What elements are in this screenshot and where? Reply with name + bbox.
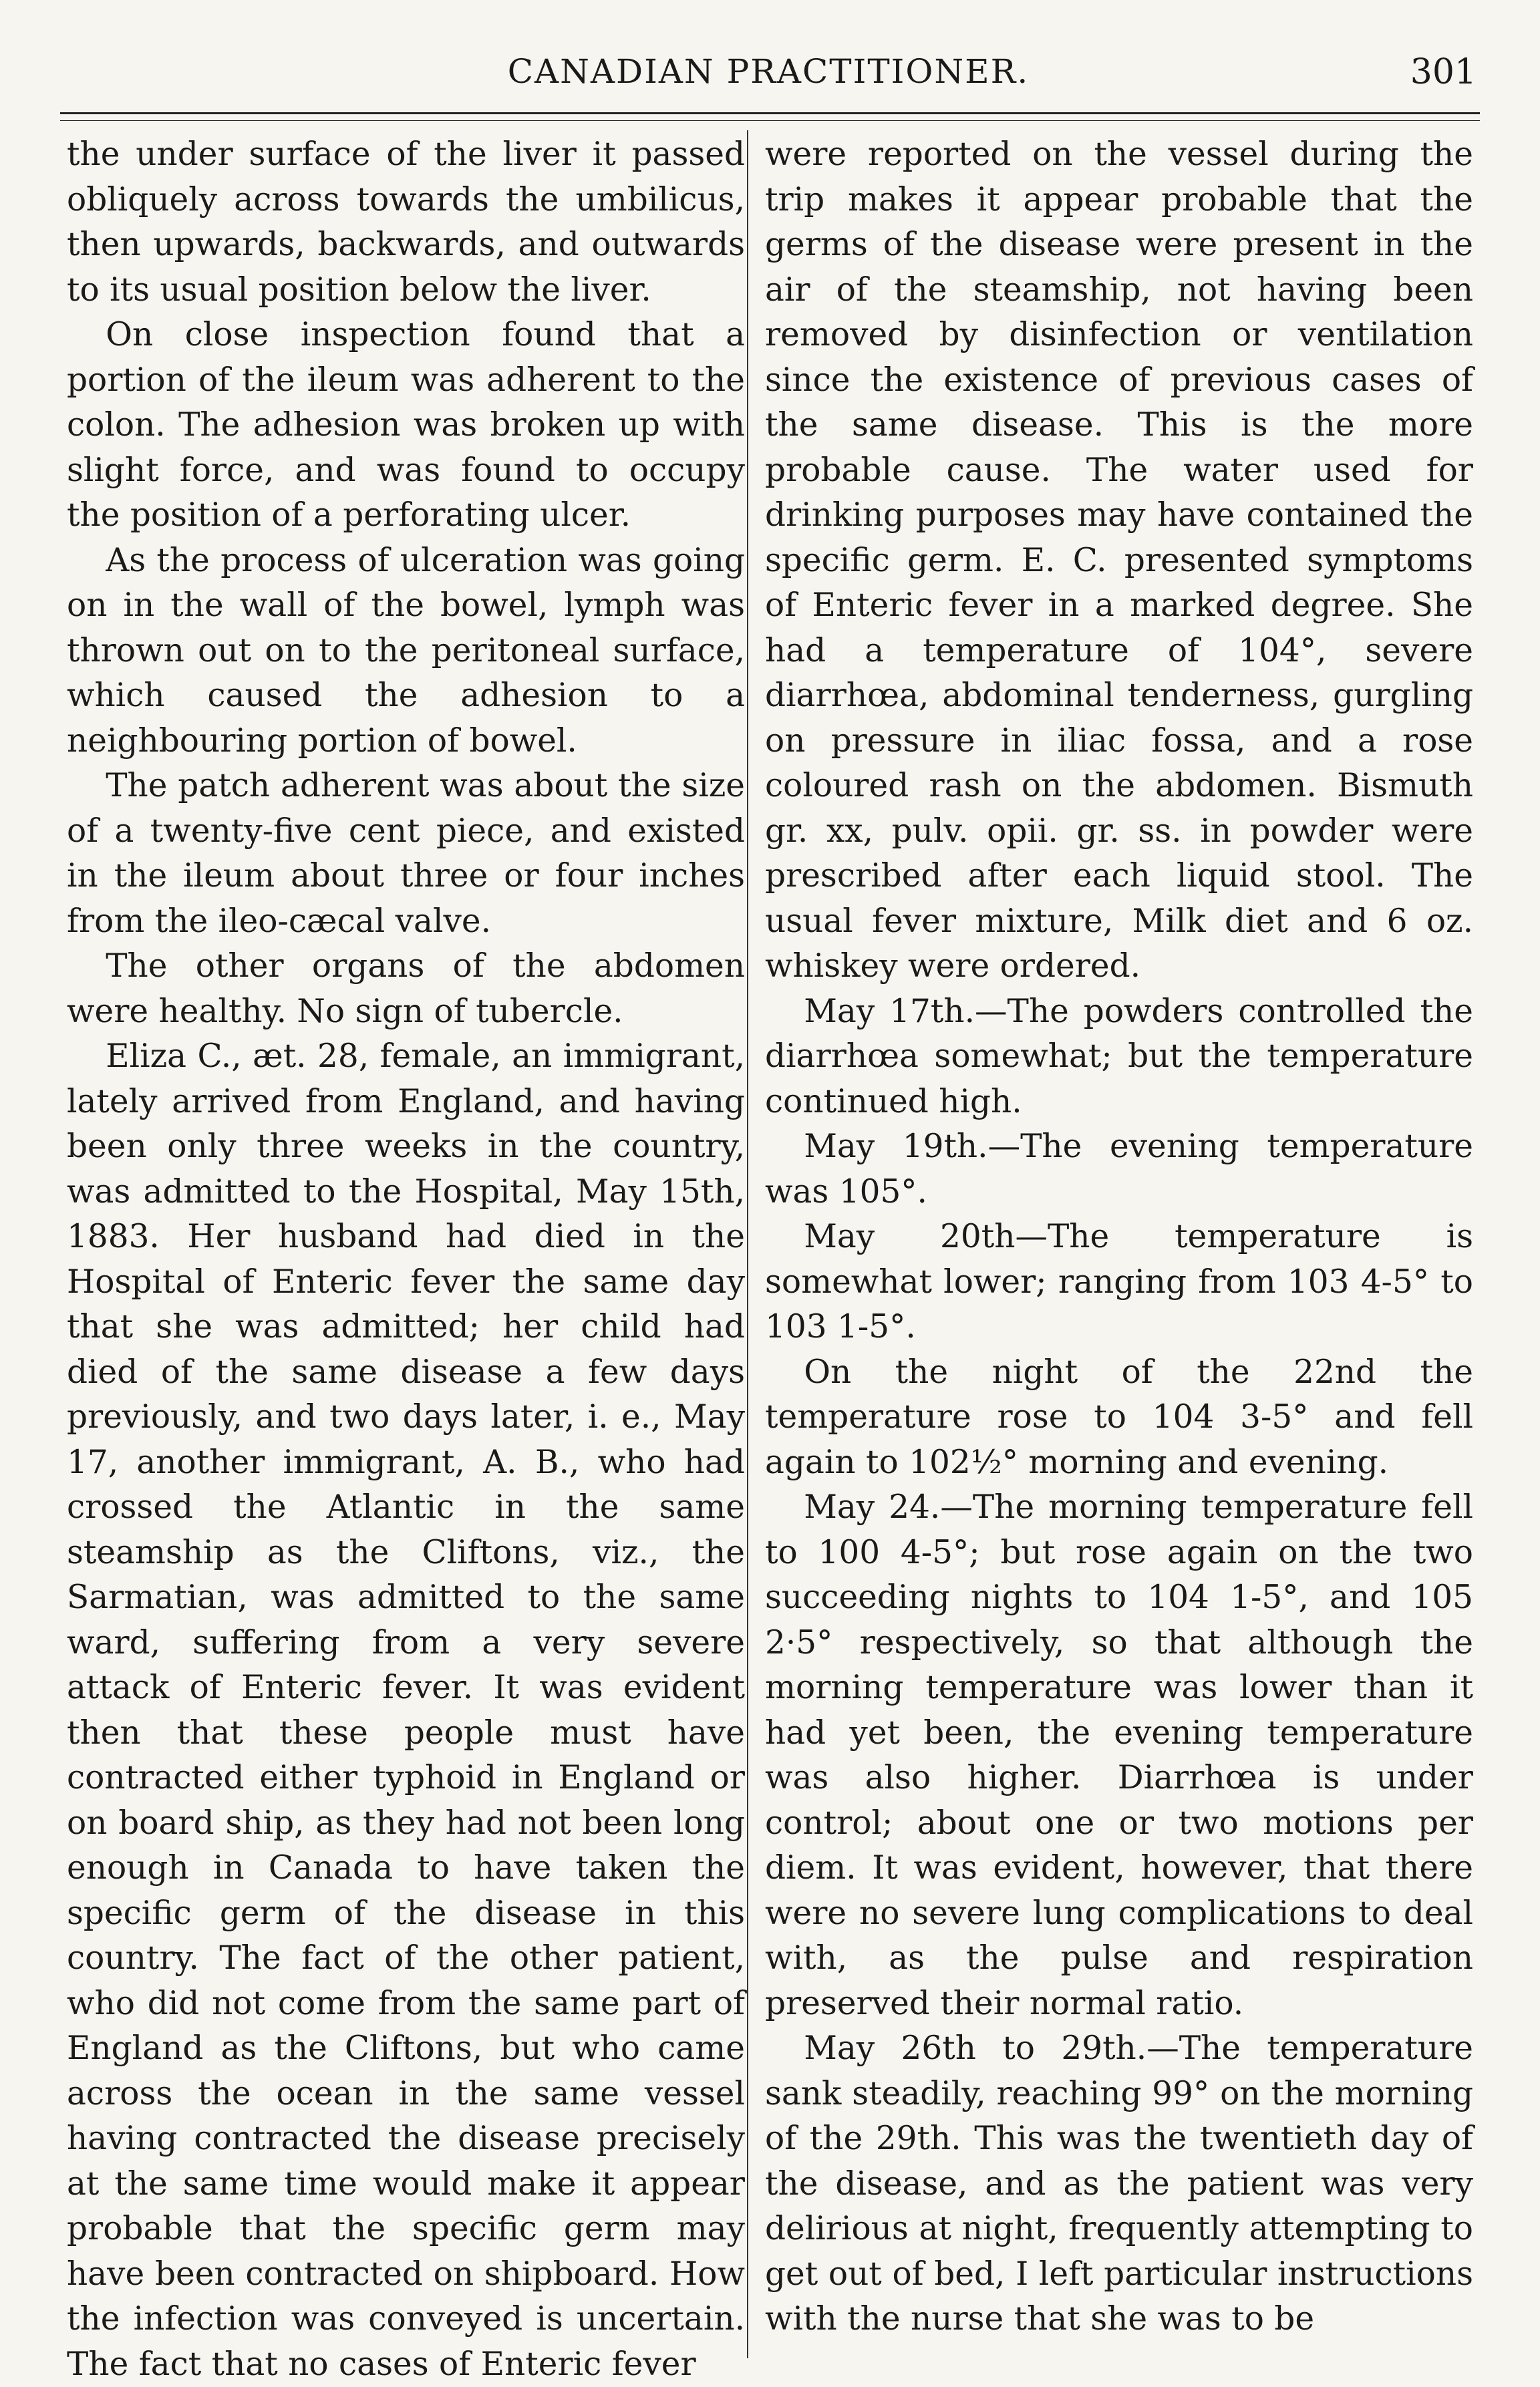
header-rule-thick (60, 112, 1480, 114)
paragraph: The other organs of the abdomen were healthy. No sign of tubercle. (67, 947, 745, 1030)
paragraph: May 20th—The temperature is somewhat lower; ranging from 103 4-5° to 103 1-5°. (765, 1218, 1473, 1345)
paragraph: were reported on the vessel during the trip makes it appear probable that the germs of the disease were present in the air of the steamship, not having been removed by disinfection or ventilation since the existence of previous cases of the same disease. This is the more probable cause. The water used for drinking purposes may have contained the specific germ. E. C. presented symptoms of Enteric fever in a marked degree. She had a temperature of 104°, severe diarrhœa, abdominal tenderness, gurgling on pressure in iliac fossa, and a rose coloured rash on the abdomen. Bismuth gr. xx, pulv. opii. gr. ss. in powder were prescribed after each liquid stool. The usual fever mixture, Milk diet and 6 oz. whiskey were ordered. (765, 136, 1473, 985)
paragraph: May 17th.—The powders controlled the diarrhœa somewhat; but the temperature continued high. (765, 992, 1473, 1120)
page-number: 301 (1410, 52, 1477, 92)
paragraph: The patch adherent was about the size of a twenty-five cent piece, and existed in the ileum about three or four inches from the ileo-cæcal valve. (67, 767, 745, 940)
paragraph: May 24.—The morning temperature fell to 100 4-5°; but rose again on the two succeeding nights to 104 1-5°, and 105 2·5° respectively, so that although the morning temperature was lower than it had yet been, the evening temperature was also higher. Diarrhœa is under control; about one or two motions per diem. It was evident, however, that there were no severe lung complications to deal with, as the pulse and respiration preserved their normal ratio. (765, 1488, 1473, 2022)
paragraph: Eliza C., æt. 28, female, an immigrant, lately arrived from England, and having been only three weeks in the country, was admitted to the Hospital, May 15th, 1883. Her husband had died in the Hospital of Enteric fever the same day that she was admitted; her child had died of the same disease a few days previously, and two days later, i. e., May 17, another immigrant, A. B., who had crossed the Atlantic in the same steamship as the Cliftons, viz., the Sarmatian, was admitted to the same ward, suffering from a very severe attack of Enteric fever. It was evident then that these people must have contracted either typhoid in England or on board ship, as they had not been long enough in Canada to have taken the specific germ of the disease in this country. The fact of the other patient, who did not come from the same part of England as the Cliftons, but who came across the ocean in the same vessel having contracted the disease precisely at the same time would make it appear probable that the specific germ may have been contracted on shipboard. How the infection was conveyed is uncertain. The fact that no cases of Enteric fever (67, 1038, 745, 2383)
paragraph: On the night of the 22nd the temperature rose to 104 3-5° and fell again to 102½° morning and evening. (765, 1353, 1473, 1481)
right-column (765, 132, 1473, 2342)
paragraph: As the process of ulceration was going on in the wall of the bowel, lymph was thrown out on to the peritoneal surface, which caused the adhesion to a neighbouring portion of bowel. (67, 541, 745, 760)
running-title: CANADIAN PRACTITIONER. (507, 52, 1030, 91)
column-divider (747, 130, 748, 2358)
header-rule-thin (60, 120, 1480, 121)
paragraph: May 19th.—The evening temperature was 105°. (765, 1128, 1473, 1211)
paragraph: On close inspection found that a portion of the ileum was adherent to the colon. The adhesion was broken up with slight force, and was found to occupy the position of a perforating ulcer. (67, 316, 745, 534)
page-header (60, 47, 1477, 100)
left-column (67, 132, 745, 2387)
paragraph: May 26th to 29th.—The temperature sank steadily, reaching 99° on the morning of the 29th. This was the twentieth day of the disease, and as the patient was very delirious at night, frequently attempting to get out of bed, I left particular instructions with the nurse that she was to be (765, 2030, 1473, 2338)
paragraph: the under surface of the liver it passed obliquely across towards the umbilicus, then upwards, backwards, and outwards to its usual position below the liver. (67, 136, 745, 309)
